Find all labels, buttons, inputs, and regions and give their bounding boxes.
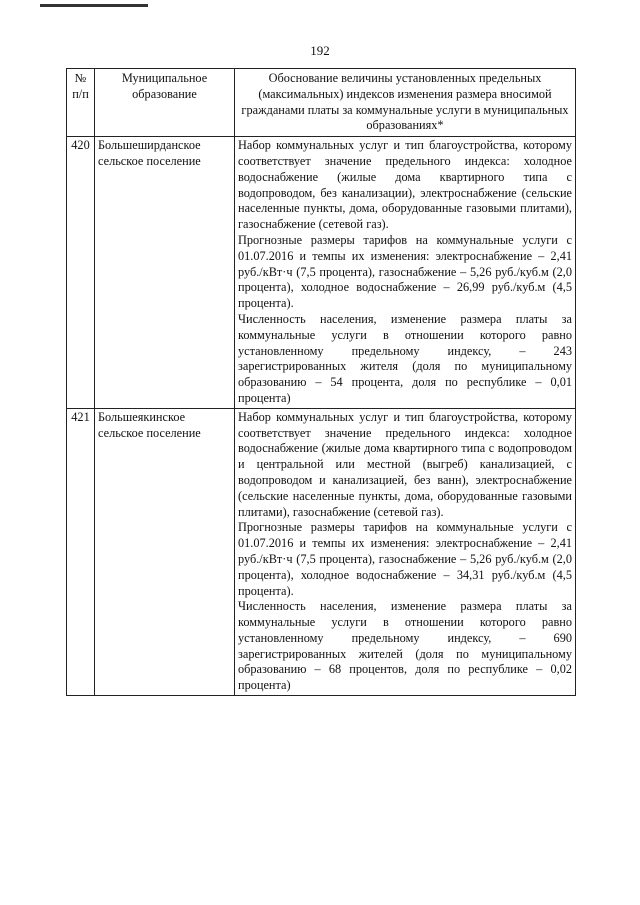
row-number: 421 xyxy=(67,408,95,695)
row-justification xyxy=(235,137,576,409)
tariff-justification-table xyxy=(66,68,576,696)
table-header-row xyxy=(67,69,576,137)
row-number: 420 xyxy=(67,137,95,409)
justification-paragraph: Прогнозные размеры тарифов на коммунальные услуги с 01.07.2016 и темпы их изменения: электроснабжение – 2,41 руб./кВт·ч (7,5 процента), газоснабжение – 5,26 руб./куб.м (2,0 процента), холодное водоснабжение – 34,31 руб./куб.м (4,5 процента). xyxy=(238,520,572,598)
row-municipality: Большеякинское сельское поселение xyxy=(95,408,235,695)
justification-paragraph: Прогнозные размеры тарифов на коммунальные услуги с 01.07.2016 и темпы их изменения: электроснабжение – 2,41 руб./кВт·ч (7,5 процента), газоснабжение – 5,26 руб./куб.м (2,0 процента), холодное водоснабжение – 26,99 руб./куб.м (4,5 процента). xyxy=(238,232,572,311)
justification-paragraph: Набор коммунальных услуг и тип благоустройства, которому соответствует значение предельного индекса: холодное водоснабжение (жилые дома квартирного типа с водопроводом и центральной или местной (выгреб) канализацией, с водопроводом и канализацией, без ванн), электроснабжение (сельские населенные пункты, дома, оборудованные газовыми плитами), газоснабжение (сетевой газ). xyxy=(238,409,572,519)
header-num: № п/п xyxy=(67,69,95,137)
page-number: 192 xyxy=(310,43,330,58)
header-justification: Обоснование величины установленных предельных (максимальных) индексов изменения размера вносимой гражданами платы за коммунальные услуги в муниципальных образованиях* xyxy=(235,69,576,137)
scan-artifact-line xyxy=(40,4,148,7)
table-row xyxy=(67,137,576,409)
header-municipality: Муниципальное образование xyxy=(95,69,235,137)
justification-paragraph: Численность населения, изменение размера платы за коммунальные услуги в отношении которого равно установленному предельному индексу, – 243 зарегистрированных жителя (доля по муниципальному образованию – 54 процента, доля по республике – 0,01 процента) xyxy=(238,311,572,405)
row-justification xyxy=(235,408,576,695)
justification-paragraph: Численность населения, изменение размера платы за коммунальные услуги в отношении которого равно установленному предельному индексу, – 690 зарегистрированных жителей (доля по муниципальному образованию – 68 процентов, доля по республике – 0,02 процента) xyxy=(238,599,572,693)
row-municipality: Большеширданское сельское поселение xyxy=(95,137,235,409)
justification-paragraph: Набор коммунальных услуг и тип благоустройства, которому соответствует значение предельного индекса: холодное водоснабжение (жилые дома квартирного типа с водопроводом, без канализации), электроснабжение (сельские населенные пункты, дома, оборудованные газовыми плитами), газоснабжение (сетевой газ). xyxy=(238,138,572,232)
table-row xyxy=(67,408,576,695)
